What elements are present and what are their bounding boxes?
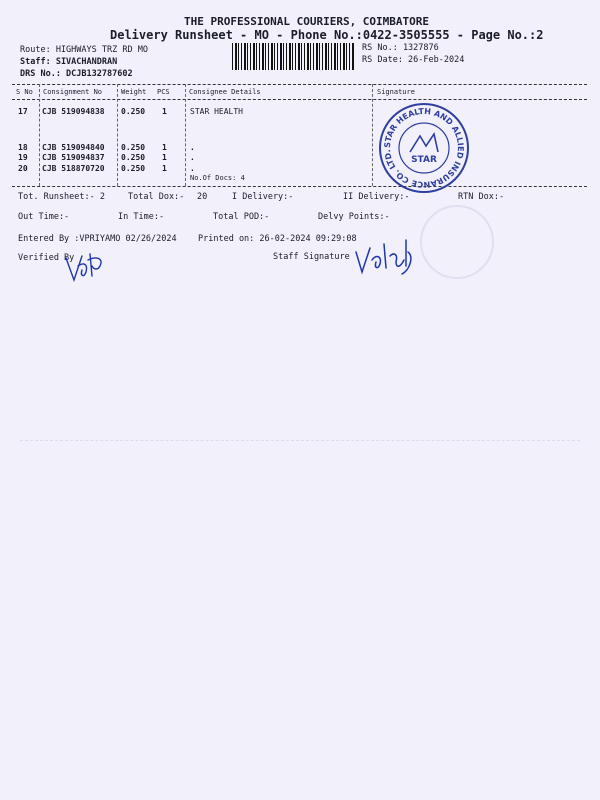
drs-number: DRS No.: DCJB132787602 <box>20 69 133 79</box>
table-row <box>18 107 378 117</box>
svg-text:STAR HEALTH AND ALLIED INSURAN <box>383 107 465 189</box>
out-time: Out Time:- <box>18 212 70 222</box>
header-pcs: PCS <box>157 88 170 96</box>
header-weight: Weight <box>121 88 147 96</box>
verifier-signature <box>60 246 120 286</box>
row-pcs: 1 <box>162 143 167 152</box>
runsheet-subtitle: Delivery Runsheet - MO - Phone No.:0422-3505555 - Page No.:2 <box>110 28 544 42</box>
barcode <box>232 43 354 70</box>
staff-label: Staff: SIVACHANDRAN <box>20 57 118 67</box>
table-bottom-rule <box>12 186 587 187</box>
docs-count: No.Of Docs: 4 <box>190 174 245 182</box>
table-row <box>18 153 378 163</box>
row-consignment: CJB 519094840 <box>42 143 105 152</box>
company-stamp <box>376 100 472 196</box>
i-delivery: I Delivery:- <box>232 192 294 202</box>
in-time: In Time:- <box>118 212 165 222</box>
table-top-rule <box>12 84 587 85</box>
total-pod: Total POD:- <box>213 212 270 222</box>
row-consignee: . <box>190 153 195 162</box>
rs-date: RS Date: 26-Feb-2024 <box>362 55 465 65</box>
row-pcs: 1 <box>162 164 167 173</box>
header-consignment: Consignment No <box>43 88 103 96</box>
row-weight: 0.250 <box>121 143 146 152</box>
row-weight: 0.250 <box>121 107 146 116</box>
route-label: Route: HIGHWAYS TRZ RD MO <box>20 45 148 55</box>
verified-by: Verified By <box>18 253 75 263</box>
total-dox-value: 20 <box>197 192 208 202</box>
row-pcs: 1 <box>162 107 167 116</box>
row-sno: 20 <box>18 164 28 173</box>
row-sno: 17 <box>18 107 28 116</box>
header-sno: S No <box>16 88 33 96</box>
header-consignee: Consignee Details <box>189 88 261 96</box>
entered-by: Entered By :VPRIYAMO 02/26/2024 <box>18 234 177 244</box>
row-pcs: 1 <box>162 153 167 162</box>
row-consignee: . <box>190 143 195 152</box>
delvy-points: Delvy Points:- <box>318 212 390 222</box>
row-sno: 18 <box>18 143 28 152</box>
ii-delivery: II Delivery:- <box>343 192 410 202</box>
rtn-dox: RTN Dox:- <box>458 192 505 202</box>
total-dox-label: Total Dox:- <box>128 192 185 202</box>
row-weight: 0.250 <box>121 164 146 173</box>
table-row <box>18 143 378 153</box>
row-consignee: . <box>190 164 195 173</box>
printed-on: Printed on: 26-02-2024 09:29:08 <box>198 234 357 244</box>
stamp-ring-text: STAR HEALTH AND ALLIED INSURANCE CO. LTD. <box>382 106 466 190</box>
row-sno: 19 <box>18 153 28 162</box>
row-weight: 0.250 <box>121 153 146 162</box>
bleed-through-decoration <box>20 440 580 501</box>
rs-number: RS No.: 1327876 <box>362 43 439 53</box>
row-consignment: CJB 519094837 <box>42 153 105 162</box>
staff-signature-label: Staff Signature <box>273 252 350 262</box>
table-row <box>18 164 378 174</box>
row-consignee: STAR HEALTH <box>190 107 243 116</box>
bleed-through-circle <box>420 205 494 279</box>
table-header-rule <box>12 99 587 100</box>
row-consignment: CJB 518870720 <box>42 164 105 173</box>
stamp-center-text: STAR <box>411 155 437 165</box>
tot-runsheet: Tot. Runsheet:- 2 <box>18 192 105 202</box>
header-signature: Signature <box>377 88 415 96</box>
staff-signature <box>350 234 418 280</box>
row-consignment: CJB 519094838 <box>42 107 105 116</box>
company-title: THE PROFESSIONAL COURIERS, COIMBATORE <box>184 15 430 28</box>
